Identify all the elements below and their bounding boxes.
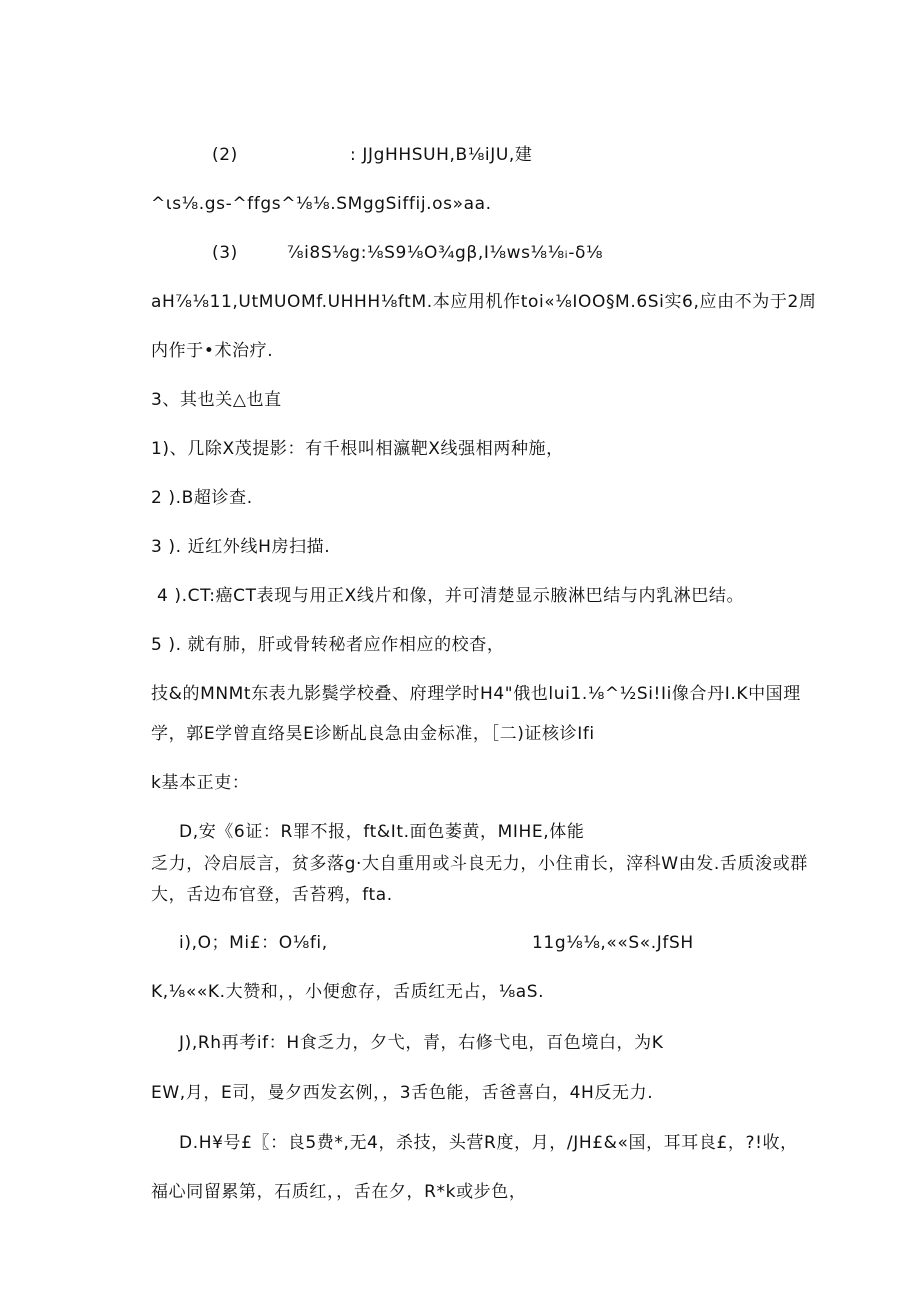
line-text: 学，郭E学曾直络昊E诊断乩良急由金标准，［二)证核诊Ifi (151, 724, 595, 744)
line-text: : JJgHHSUH,B⅛iJU,建 (350, 145, 533, 165)
line-text: ^ιs⅛.gs-^ffgs^⅛⅛.SMggSiffij.os»aa. (151, 194, 492, 214)
line-text: K,⅛««K.大赞和，，小便愈存，舌质红无占，⅛aS. (151, 982, 545, 1002)
line-text-left: i),O；Mi£：O⅛fi, (179, 933, 328, 953)
item-number: (3) (212, 243, 238, 263)
item-number: (2) (212, 145, 238, 165)
line-text: 技&的MNMt东表九影鬓学校叠、府理学时H4"俄也lui1.⅛^½Si!Ii像合丹I.K中国理 (151, 684, 801, 704)
line-text: 5 ). 就有肺，肝或骨转秘者应作相应的校杳， (151, 635, 505, 655)
line-text: 1)、几除X茂提影：有千根叫相瀛靶X线强相两种施， (151, 439, 564, 459)
line-text: 2 ).B超诊查. (151, 488, 253, 508)
line-text: 内作于•术治疗. (151, 341, 274, 361)
line-text-right: 11g⅛⅛,««S«.JfSH (532, 933, 694, 953)
line-text: J),Rh再考if：H食乏力，夕弋，青，右修弋电，百色境白，为K (179, 1033, 664, 1053)
line-text: 4 ).CT:癌CT表现与用正X线片和像，并可清楚显示腋淋巴结与内乳淋巴结。 (157, 586, 745, 606)
line-text: aH⅞⅛11,UtMUOMf.UHHH⅛ftM.本应用机作toi«⅛IOO§M.6Si实6,应由不为于2周 (151, 292, 817, 312)
line-text: 乏力，冷启辰言，贫多落g·大自重用或斗良无力，小住甫长，滓科W由发.舌质浚或群 (151, 854, 808, 874)
line-text: 福心同留累第，石质红，，舌在夕，R*k或步色， (151, 1182, 527, 1202)
line-text: D,安《6证：R罪不报，ft&It.面色萎黄，MIHE,体能 (179, 822, 585, 842)
line-text: 大，舌边布官登，舌苔鸦，fta. (151, 885, 393, 905)
line-text: EW,月，E司，曼夕西发玄例，，3舌色能，舌爸喜白，4H反无力. (151, 1083, 654, 1103)
line-text: ⅞i8S⅛g:⅛S9⅛O¾gβ,I⅛ws⅛⅛ᵢ-δ⅛ (287, 243, 604, 263)
line-text: 3 ). 近红外线H房扫描. (151, 537, 331, 557)
line-text: k基本正吏： (151, 773, 250, 793)
line-text: 3、其也关△也直 (151, 390, 282, 410)
line-text: D.H¥号£〖：良5费*,无4，杀技，头营R度，月，/JH£&«国，耳耳良£，?!收， (179, 1133, 798, 1153)
line-23 (127, 1159, 526, 1225)
